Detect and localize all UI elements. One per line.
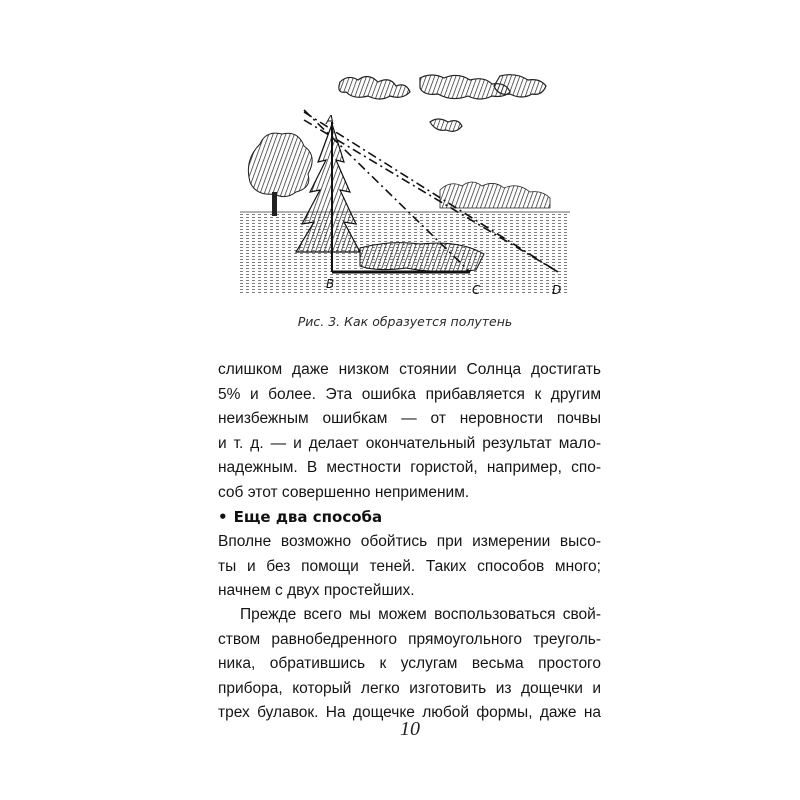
text-line: Вполне возможно обойтись при измерении высо- bbox=[218, 533, 601, 550]
section-heading bbox=[218, 506, 382, 528]
text-line: трех булавок. На дощечке любой формы, даже на bbox=[218, 704, 601, 721]
point-label-b: B bbox=[326, 277, 335, 291]
text-line: ты и без помощи теней. Таких способов много; bbox=[218, 557, 601, 575]
heading-text: Еще два способа bbox=[233, 508, 383, 526]
text-line: надежным. В местности гористой, например, спо- bbox=[218, 459, 601, 476]
paragraph-device bbox=[218, 603, 601, 726]
text-line: ника, обратившись к услугам весьма простого bbox=[218, 655, 601, 672]
point-label-c: C bbox=[472, 283, 481, 297]
clouds bbox=[339, 75, 546, 132]
figure-penumbra-illustration bbox=[240, 72, 570, 304]
text-line: Прежде всего мы можем воспользоваться свой- bbox=[240, 606, 601, 623]
landscape bbox=[240, 182, 570, 294]
text-line: соб этот совершенно неприменим. bbox=[218, 483, 470, 501]
point-label-a: A bbox=[326, 113, 335, 127]
point-label-d: D bbox=[552, 283, 562, 297]
text-line: 5% и более. Эта ошибка прибавляется к другим bbox=[218, 385, 601, 403]
text-line: прибора, который легко изготовить из дощечки и bbox=[218, 679, 601, 697]
text-line: начнем с двух простейших. bbox=[218, 582, 415, 599]
penumbra-drawing bbox=[240, 72, 570, 304]
paragraph-continuation bbox=[218, 358, 601, 505]
text-line: слишком даже низком стоянии Солнца достигать bbox=[218, 361, 601, 378]
page-number: 10 bbox=[400, 718, 420, 740]
paragraph-intro bbox=[218, 530, 601, 604]
text-line: и т. д. — и делает окончательный результат мало- bbox=[218, 434, 601, 452]
heading-bullet: • bbox=[218, 508, 228, 526]
deciduous-tree bbox=[248, 133, 312, 216]
text-line: неизбежным ошибкам — от неровности почвы bbox=[218, 410, 601, 427]
figure-caption: Рис. 3. Как образуется полутень bbox=[297, 314, 513, 329]
text-line: ством равнобедренного прямоугольного треуголь- bbox=[218, 630, 601, 648]
fir-tree bbox=[296, 122, 360, 272]
